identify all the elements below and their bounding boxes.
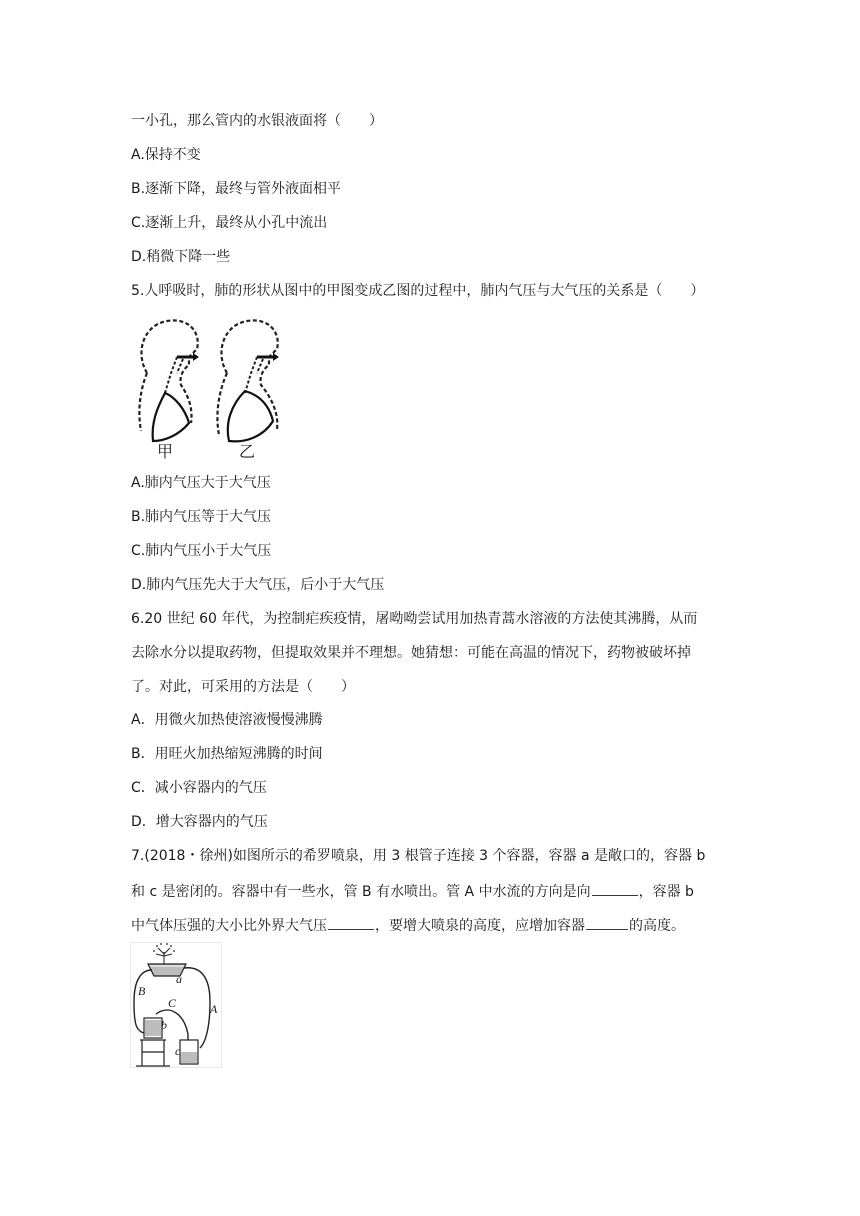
blank-2[interactable]	[328, 915, 374, 930]
label-a: a	[176, 972, 182, 986]
label-C: C	[168, 996, 177, 1010]
figure-label-jia: 甲	[157, 442, 174, 461]
label-c: c	[175, 1044, 181, 1058]
q6-option-b: B．用旺火加热缩短沸腾的时间	[131, 746, 323, 762]
label-b: b	[161, 1018, 167, 1032]
breathing-figure	[131, 313, 291, 463]
stand	[136, 1040, 170, 1066]
q7-stem-line-2	[131, 881, 694, 901]
q6-option-d: D．增大容器内的气压	[131, 814, 268, 830]
q5-option-a: A.肺内气压大于大气压	[131, 475, 271, 491]
fountain-spray	[156, 948, 172, 966]
lung-jia	[153, 393, 189, 441]
q5-option-c: C.肺内气压小于大气压	[131, 543, 272, 559]
blank-3[interactable]	[586, 915, 628, 930]
q6-stem-line-2: 去除水分以提取药物，但提取效果并不理想。她猜想：可能在高温的情况下，药物被破坏掉	[131, 645, 691, 661]
figure-label-yi: 乙	[239, 442, 256, 461]
spray-drops	[153, 943, 175, 952]
label-B: B	[138, 984, 146, 998]
q6-option-a: A．用微火加热使溶液慢慢沸腾	[131, 712, 323, 728]
breathing-diagram	[131, 313, 291, 463]
q6-option-c: C．减小容器内的气压	[131, 780, 267, 796]
lung-yi	[228, 391, 273, 441]
q7-text-2b: ，容器 b	[638, 884, 694, 900]
q5-stem: 5.人呼吸时，肺的形状从图中的甲图变成乙图的过程中，肺内气压与大气压的关系是（ ）	[131, 283, 705, 299]
container-b	[144, 1018, 162, 1038]
q7-text-3c: 的高度。	[629, 918, 685, 934]
head-outline-jia	[139, 320, 197, 431]
arrow-head-jia	[193, 353, 199, 361]
q7-stem-line-1: 7.(2018・徐州)如图所示的希罗喷泉，用 3 根管子连接 3 个容器，容器 a 是敞口的，容器 b	[131, 848, 706, 864]
q4-option-a: A.保持不变	[131, 147, 201, 163]
q7-text-2a: 和 c 是密闭的。容器中有一些水，管 B 有水喷出。管 A 中水流的方向是向	[131, 884, 591, 900]
airway-yi	[245, 357, 263, 393]
q7-text-3a: 中气体压强的大小比外界大气压	[131, 918, 327, 934]
arrow-head-yi	[273, 353, 279, 361]
q4-option-c: C.逐渐上升，最终从小孔中流出	[131, 215, 328, 231]
label-A: A	[210, 1002, 218, 1016]
q4-option-b: B.逐渐下降，最终与管外液面相平	[131, 181, 342, 197]
q4-option-d: D.稍微下降一些	[131, 249, 231, 265]
q6-stem-line-1: 6.20 世纪 60 年代，为控制疟疾疫情，屠呦呦尝试用加热青蒿水溶液的方法使其沸腾，从而	[131, 611, 698, 627]
q5-option-b: B.肺内气压等于大气压	[131, 509, 272, 525]
q7-stem-line-3	[131, 915, 685, 935]
q7-text-3b: ，要增大喷泉的高度，应增加容器	[375, 918, 585, 934]
hero-fountain-figure	[130, 942, 222, 1068]
head-outline-yi	[217, 320, 277, 435]
q6-stem-line-3: 了。对此，可采用的方法是（ ）	[131, 679, 355, 695]
airway-jia	[165, 357, 183, 393]
blank-1[interactable]	[592, 881, 638, 896]
q4-stem-continuation: 一小孔，那么管内的水银液面将（ ）	[131, 113, 383, 129]
q5-option-d: D.肺内气压先大于大气压，后小于大气压	[131, 577, 385, 593]
